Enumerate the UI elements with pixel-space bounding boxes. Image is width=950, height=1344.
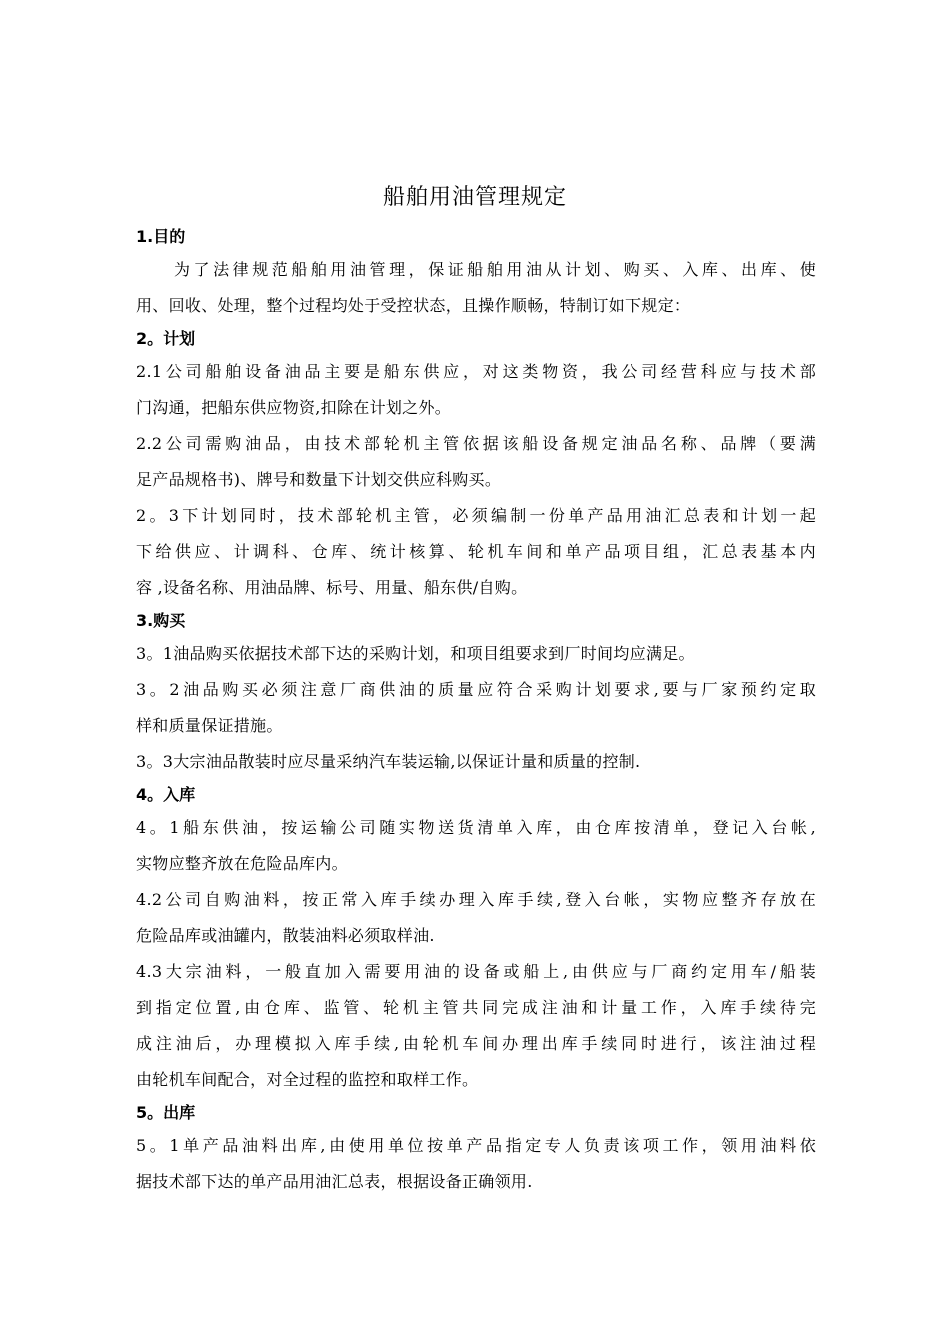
text-line: 4。1船东供油，按运输公司随实物送货清单入库，由仓库按清单，登记入台帐, xyxy=(136,818,816,837)
paragraph xyxy=(136,672,816,744)
section-heading-warehousing: 4。入库 xyxy=(136,785,196,804)
text-line: 4.2公司自购油料，按正常入库手续办理入库手续,登入台帐，实物应整齐存放在 xyxy=(136,890,816,909)
paragraph xyxy=(136,810,816,882)
text-line: 成注油后，办理模拟入库手续,由轮机车间办理出库手续同时进行，该注油过程 xyxy=(136,1034,816,1053)
paragraph xyxy=(136,882,816,954)
text-line: 实物应整齐放在危险品库内。 xyxy=(136,854,348,873)
section-heading-plan: 2。计划 xyxy=(136,329,196,348)
text-line: 容 ,设备名称、用油品牌、标号、用量、船东供/自购。 xyxy=(136,578,528,597)
document-body xyxy=(136,222,816,1200)
text-line: 危险品库或油罐内，散装油料必须取样油. xyxy=(136,926,435,945)
text-line: 4.3大宗油料，一般直加入需要用油的设备或船上,由供应与厂商约定用车/船装 xyxy=(136,962,816,981)
text-line: 据技术部下达的单产品用油汇总表，根据设备正确领用. xyxy=(136,1172,533,1191)
text-line: 2。3下计划同时，技术部轮机主管，必须编制一份单产品用油汇总表和计划一起 xyxy=(136,506,816,525)
text-line: 足产品规格书)、牌号和数量下计划交供应科购买。 xyxy=(136,470,502,489)
paragraph xyxy=(136,252,816,324)
text-line: 2.1公司船舶设备油品主要是船东供应，对这类物资，我公司经营科应与技术部 xyxy=(136,362,816,381)
text-line: 3。3大宗油品散装时应尽量采纳汽车装运输,以保证计量和质量的控制. xyxy=(136,752,641,771)
paragraph xyxy=(136,354,816,426)
document-title: 船舶用油管理规定 xyxy=(382,185,567,210)
paragraph xyxy=(136,498,816,606)
text-line: 2.2公司需购油品，由技术部轮机主管依据该船设备规定油品名称、品牌（要满 xyxy=(136,434,816,453)
text-line: 下给供应、计调科、仓库、统计核算、轮机车间和单产品项目组，汇总表基本内 xyxy=(136,542,816,561)
text-line: 用、回收、处理，整个过程均处于受控状态，且操作顺畅，特制订如下规定： xyxy=(136,296,691,315)
section-heading-outbound: 5。出库 xyxy=(136,1103,196,1122)
paragraph xyxy=(136,426,816,498)
text-line: 到指定位置,由仓库、监管、轮机主管共同完成注油和计量工作，入库手续待完 xyxy=(136,998,816,1017)
text-line: 门沟通，把船东供应物资,扣除在计划之外。 xyxy=(136,398,452,417)
paragraph xyxy=(136,1128,816,1200)
section-heading-purpose: 1.目的 xyxy=(136,227,186,246)
paragraph xyxy=(136,636,816,672)
paragraph xyxy=(136,744,816,780)
text-line: 3。2油品购买必须注意厂商供油的质量应符合采购计划要求,要与厂家预约定取 xyxy=(136,680,816,699)
text-line: 3。1油品购买依据技术部下达的采购计划，和项目组要求到厂时间均应满足。 xyxy=(136,644,695,663)
section-heading-purchase: 3.购买 xyxy=(136,611,186,630)
paragraph xyxy=(136,954,816,1098)
text-line: 样和质量保证措施。 xyxy=(136,716,283,735)
text-line: 由轮机车间配合，对全过程的监控和取样工作。 xyxy=(136,1070,479,1089)
text-line: 为了法律规范船舶用油管理，保证船舶用油从计划、购买、入库、出库、使 xyxy=(174,260,816,279)
text-line: 5。1单产品油料出库,由使用单位按单产品指定专人负责该项工作，领用油料依 xyxy=(136,1136,816,1155)
